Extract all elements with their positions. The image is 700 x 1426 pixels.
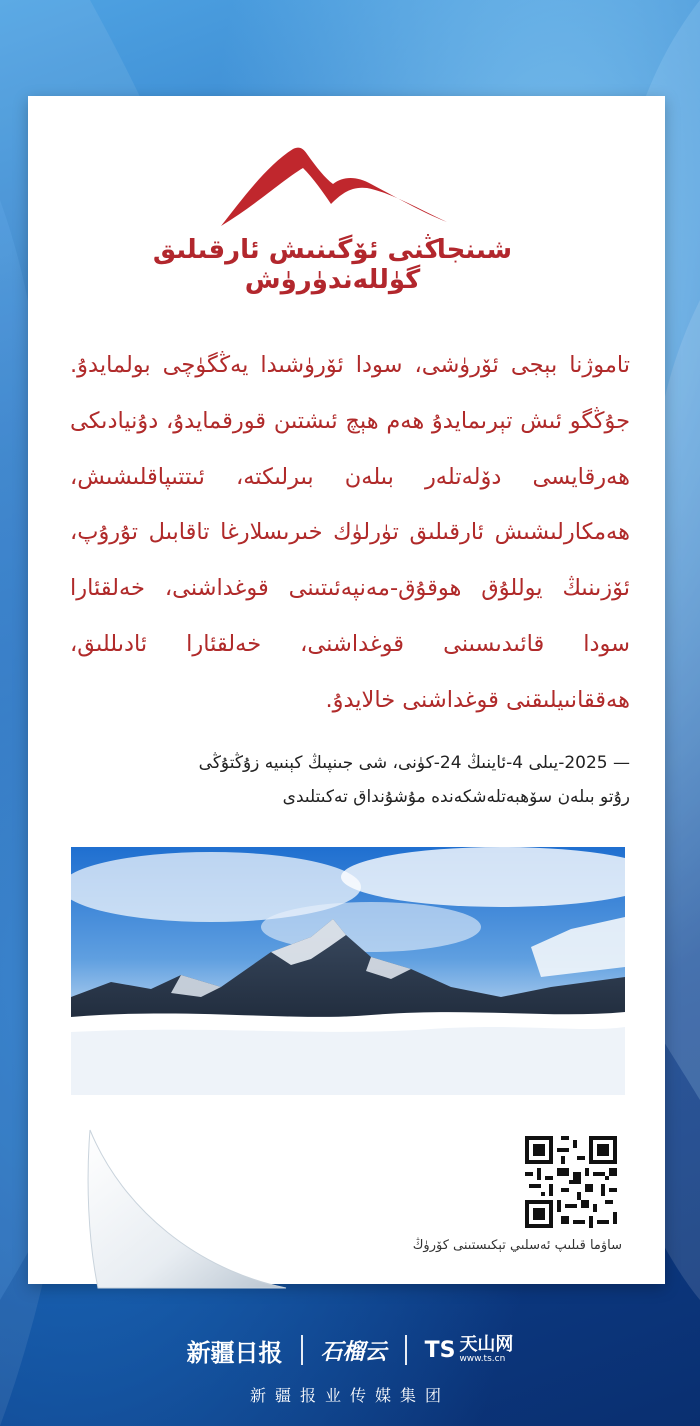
page-title: شىنجاڭنى ئۆگىنىش ئارقىلىق گۈللەندۈرۈش (152, 235, 513, 295)
tianshan-logo (425, 1335, 514, 1365)
footer-logos (0, 1330, 700, 1370)
quote-line-1: — 2025-يىلى 4-ئاينىڭ 24-كۈنى، شى جىنپىڭ كېنىيە زۇڭتۇڭى (198, 753, 630, 773)
footer-group-name: 新疆报业传媒集团 (249, 1386, 450, 1405)
xinjiang-daily-logo: 新疆日报 (186, 1337, 283, 1367)
footer-divider (301, 1335, 303, 1365)
tianshan-url: www.ts.cn (459, 1353, 506, 1364)
ts-mark-icon: TS (424, 1337, 456, 1363)
mountain-photo (71, 847, 625, 1095)
tianshan-name: 天山网 (459, 1334, 514, 1356)
shiliuyun-logo: 石榴云 (320, 1338, 387, 1365)
qr-caption: ساۋما قىلىپ ئەسلىي تېكىستىنى كۆرۈڭ (412, 1238, 622, 1253)
quote-line-2: رۇتو بىلەن سۆھبەتلەشكەندە مۇشۇنداق تەكىتلىدى (282, 787, 630, 807)
quote-attribution (70, 746, 630, 814)
mountain-logo-icon (221, 146, 447, 228)
qr-code[interactable] (521, 1132, 621, 1232)
footer-divider (405, 1335, 407, 1365)
body-paragraph: تاموژنا بېجى ئۆرۈشى، سودا ئۆرۈشىدا يەڭگۈچى بولمايدۇ. جۇڭگو ئىش تېرىمايدۇ ھەم ھېچ ئىشتىن قورقمايدۇ، دۇنيادىكى ھەرقايسى دۆلەتلەر بىلەن بىرلىكتە، ئىتتىپاقلىشىش، ھەمكارلىشىش ئارقىلىق تۈرلۈك خىرىسلارغا تاقابىل تۇرۇپ، ئۆزىنىڭ يوللۇق ھوقۇق-مەنپەئىتىنى قوغداشنى، خەلقئارا سودا قائىدىسىنى قوغداشنى، خەلقئارا ئادىللىق، ھەققانىيلىقنى قوغداشنى خالايدۇ. (70, 352, 630, 713)
page-curl (28, 1120, 288, 1295)
